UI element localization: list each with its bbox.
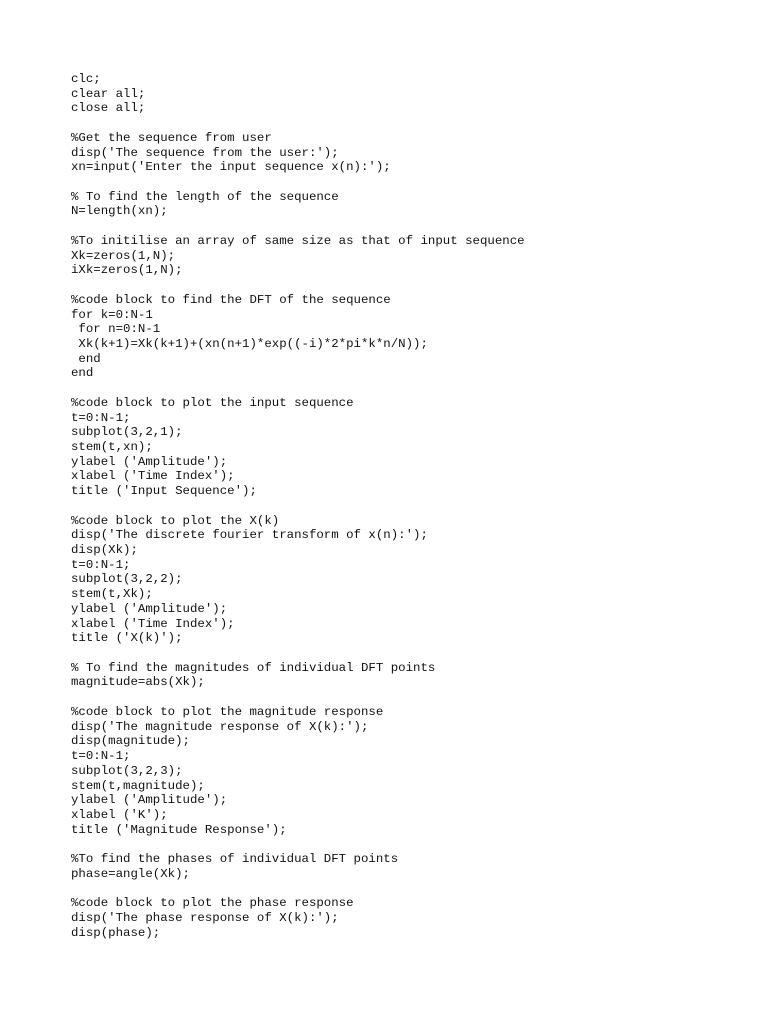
code-line: %code block to plot the magnitude response [71, 704, 384, 719]
code-line: close all; [71, 101, 146, 116]
code-line: disp(Xk); [71, 543, 138, 557]
code-line: stem(t,xn); [71, 439, 153, 454]
code-line: disp('The magnitude response of X(k):'); [71, 719, 369, 734]
code-line: subplot(3,2,3); [71, 763, 183, 778]
code-line: subplot(3,2,1); [71, 425, 183, 440]
blank-line [71, 175, 525, 190]
blank-line [71, 499, 525, 514]
code-line: Xk=zeros(1,N); [71, 248, 176, 263]
code-line: disp('The discrete fourier transform of x(n):'); [71, 528, 428, 543]
blank-line [71, 116, 525, 131]
blank-line [71, 278, 525, 293]
code-line: end [71, 366, 94, 381]
code-line: t=0:N-1; [71, 749, 131, 764]
code-line: disp(phase); [71, 925, 161, 940]
code-line: clear all; [71, 86, 146, 101]
code-line: %code block to plot the phase response [71, 896, 354, 911]
code-line: phase=angle(Xk); [71, 866, 190, 881]
blank-line [71, 219, 525, 234]
code-line: N=length(xn); [71, 204, 168, 219]
code-line: disp('The sequence from the user:'); [71, 145, 339, 160]
code-line: iXk=zeros(1,N); [71, 263, 183, 278]
code-line: %code block to plot the X(k) [71, 513, 280, 528]
code-line: xlabel ('Time Index'); [71, 469, 235, 484]
blank-line [71, 690, 525, 705]
code-listing [71, 72, 525, 940]
code-line: t=0:N-1; [71, 410, 131, 425]
code-line: stem(t,magnitude); [71, 778, 205, 793]
code-line: t=0:N-1; [71, 557, 131, 572]
blank-line [71, 381, 525, 396]
code-line: magnitude=abs(Xk); [71, 675, 205, 690]
code-line: title ('Input Sequence'); [71, 484, 257, 499]
code-line: %Get the sequence from user [71, 130, 272, 145]
code-line: for k=0:N-1 [71, 307, 153, 322]
code-line: for n=0:N-1 [71, 322, 161, 337]
code-line: xlabel ('K'); [71, 807, 168, 822]
code-line: %To initilise an array of same size as that of input sequence [71, 233, 525, 248]
code-line: title ('X(k)'); [71, 631, 183, 646]
code-line: title ('Magnitude Response'); [71, 822, 287, 837]
code-line: Xk(k+1)=Xk(k+1)+(xn(n+1)*exp((-i)*2*pi*k*n/N)); [71, 336, 428, 351]
code-line: clc; [71, 72, 101, 86]
code-line: %code block to find the DFT of the sequence [71, 292, 391, 307]
blank-line [71, 646, 525, 661]
code-line: end [71, 351, 101, 366]
code-line: %code block to plot the input sequence [71, 395, 354, 410]
code-line: ylabel ('Amplitude'); [71, 454, 228, 469]
code-line: disp('The phase response of X(k):'); [71, 910, 339, 925]
code-line: %To find the phases of individual DFT points [71, 852, 399, 867]
blank-line [71, 837, 525, 852]
code-line: disp(magnitude); [71, 734, 190, 749]
code-line: subplot(3,2,2); [71, 572, 183, 587]
blank-line [71, 882, 525, 897]
code-line: xn=input('Enter the input sequence x(n):'); [71, 160, 391, 175]
code-line: ylabel ('Amplitude'); [71, 793, 228, 808]
code-line: % To find the length of the sequence [71, 189, 339, 204]
code-line: stem(t,Xk); [71, 587, 153, 602]
code-line: xlabel ('Time Index'); [71, 616, 235, 631]
code-line: % To find the magnitudes of individual DFT points [71, 660, 436, 675]
code-line: ylabel ('Amplitude'); [71, 601, 228, 616]
